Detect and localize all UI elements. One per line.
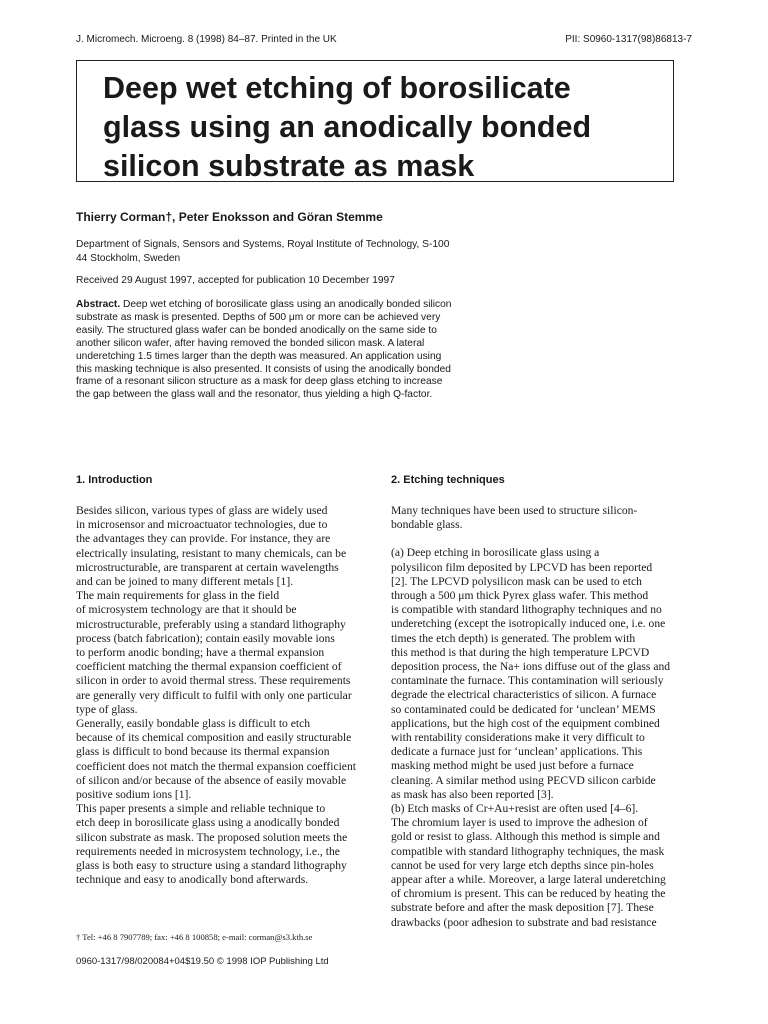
paragraph: (b) Etch masks of Cr+Au+resist are often used [4–6]. The chromium layer is used to improve the adhesion of gold or resist to glass. Although this method is simple and compatible with standard lithography techniques, the mask cannot be used for very large etch depths since pin-holes appear after a while. Moreover, a large lateral underetching of chromium is present. This can be reduced by heating the substrate before and after the mask deposition [7]. These drawbacks (poor adhesion to substrate and bad resistance xyxy=(391,802,666,929)
journal-citation: J. Micromech. Microeng. 8 (1998) 84–87. Printed in the UK xyxy=(76,34,337,45)
copyright-footer: 0960-1317/98/020084+04$19.50 © 1998 IOP Publishing Ltd xyxy=(76,956,329,967)
title-box xyxy=(76,60,674,182)
paragraph: (a) Deep etching in borosilicate glass using a polysilicon film deposited by LPCVD has been reported [2]. The LPCVD polysilicon mask can be used to etch through a 500 μm thick Pyrex glass wafer. This method is compatible with standard lithography techniques and no underetching (except the isotropically induced one, i.e. one times the etch depth) is generated. The problem with this method is that during the high temperature LPCVD deposition process, the Na+ ions diffuse out of the glass and contaminate the furnace. This contamination will seriously degrade the electrical characteristics of silicon. A furnace so contaminated could be dedicated for ‘unclean’ MEMS applications, but the high cost of the equipment combined with rentability considerations make it very difficult to dedicate a furnace just for ‘unclean’ applications. This masking method might be used just before a furnace cleaning. A similar method using PECVD silicon carbide as mask has also been reported [3]. xyxy=(391,546,671,801)
paragraph: This paper presents a simple and reliable technique to etch deep in borosilicate glass using a anodically bonded silicon substrate as mask. The proposed solution meets the requirements needed in microsystem technology, i.e., the glass is both easy to structure using a standard lithography technique and easy to anodically bond afterwards. xyxy=(76,802,348,887)
abstract-label: Abstract. xyxy=(76,299,121,310)
paragraph: Besides silicon, various types of glass are widely used in microsensor and microactuator technologies, due to the advantages they can provide. For instance, they are electrically insulating, resistant to many chemicals, can be microstructurable, are transparent at certain wavelengths and can be joined to many different metals [1]. xyxy=(76,504,347,589)
paper-title: Deep wet etching of borosilicate glass using an anodically bonded silicon substrate as mask xyxy=(103,71,592,183)
running-head xyxy=(76,34,692,48)
authors: Thierry Corman†, Peter Enoksson and Göran Stemme xyxy=(76,210,383,224)
affiliation: Department of Signals, Sensors and Systems, Royal Institute of Technology, S-100 44 Stockholm, Sweden xyxy=(76,239,450,264)
received-dates: Received 29 August 1997, accepted for publication 10 December 1997 xyxy=(76,275,395,286)
paragraph: The main requirements for glass in the field of microsystem technology are that it should be microstructurable, preferably using a standard lithography process (batch fabrication); contain easily movable ions to perform anodic bonding; have a thermal expansion coefficient matching the thermal expansion coefficient of silicon in order to avoid thermal stress. These requirements are generally very difficult to fulfil with only one particular type of glass. xyxy=(76,589,352,716)
paragraph: Generally, easily bondable glass is difficult to etch because of its chemical composition and easily structurable glass is difficult to bond because its thermal expansion coefficient does not match the thermal expansion coefficient of silicon and/or because of the absence of easily movable positive sodium ions [1]. xyxy=(76,717,356,802)
left-column xyxy=(76,504,362,887)
abstract-text: Deep wet etching of borosilicate glass using an anodically bonded silicon substrate as mask is presented. Depths of 500 μm or more can be achieved very easily. The structured glass wafer can be bonded anodically on the same side to another silicon wafer, after having removed the bonded silicon mask. A lateral underetching 1.5 times larger than the depth was measured. An application using this masking technique is also presented. It consists of using the anodically bonded frame of a resonant silicon structure as a mask for deep glass etching to increase the gap between the glass wall and the resonator, thus yielding a high Q-factor. xyxy=(76,299,452,401)
paragraph: Many techniques have been used to structure silicon- bondable glass. xyxy=(391,504,638,532)
abstract xyxy=(76,299,496,402)
section-heading-introduction: 1. Introduction xyxy=(76,474,153,486)
pii-identifier: PII: S0960-1317(98)86813-7 xyxy=(565,34,692,45)
section-heading-etching-techniques: 2. Etching techniques xyxy=(391,474,505,486)
right-column xyxy=(391,504,677,930)
footnote: † Tel: +46 8 7907789; fax: +46 8 100858; e-mail: corman@s3.kth.se xyxy=(76,932,313,942)
